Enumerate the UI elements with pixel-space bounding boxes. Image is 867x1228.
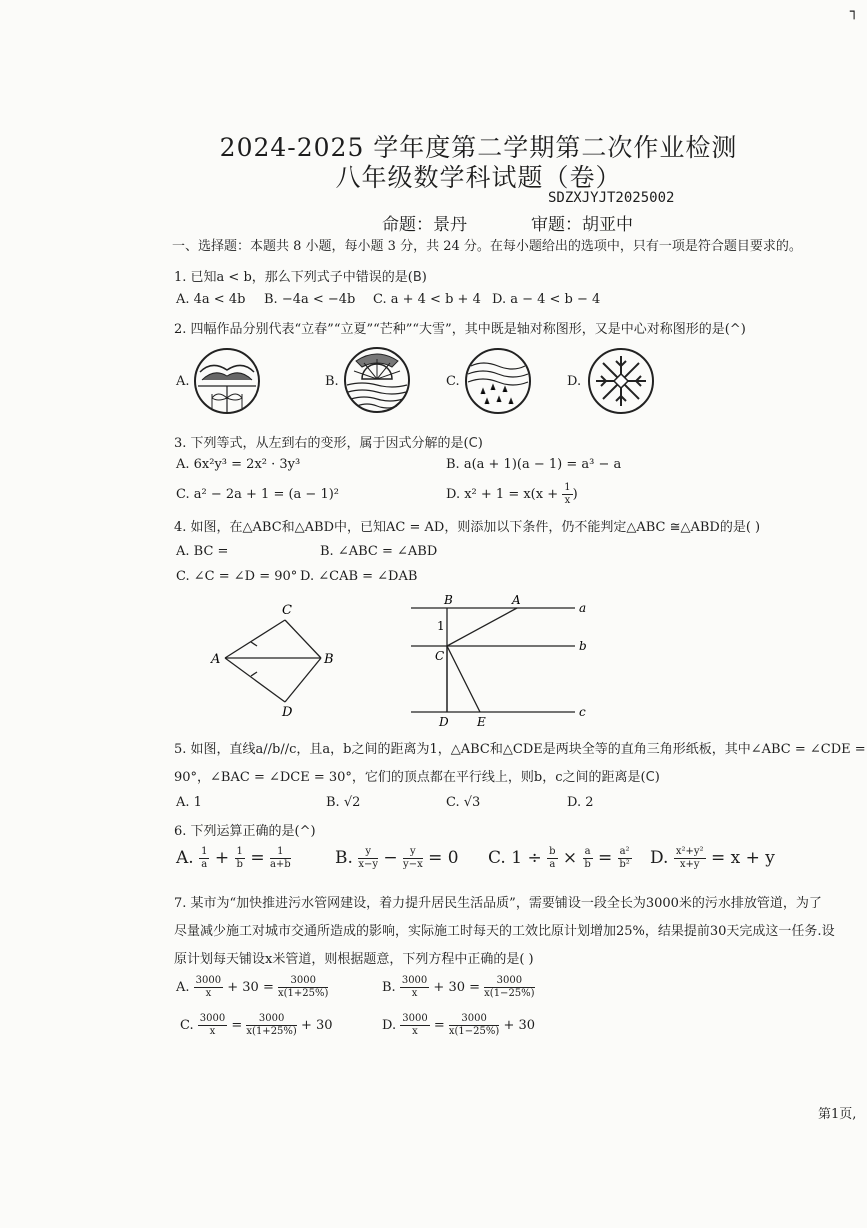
q7-line2: 尽量减少施工对城市交通所造成的影响，实际施工时每天的工效比原计划增加25%，结果提前30天完成这一任务.设	[174, 924, 835, 939]
corner-mark: ┐	[850, 4, 859, 20]
q1-close: )	[421, 270, 427, 285]
snow-artwork-image	[586, 346, 656, 416]
frac	[278, 975, 328, 1000]
frac-den: a+b	[269, 859, 291, 870]
spring-artwork-image	[192, 346, 262, 416]
op: −	[383, 848, 398, 868]
section-heading: 一、选择题：本题共 8 小题，每小题 3 分，共 24 分。在每小题给出的选项中，只有一项是符合题目要求的。	[172, 239, 802, 254]
frac-den: x(1−25%)	[448, 1026, 500, 1037]
frac-num: 3000	[199, 1013, 226, 1024]
op: = 0	[428, 848, 459, 868]
label-d-point: D	[439, 715, 449, 729]
q5-close: )	[654, 770, 660, 785]
frac	[246, 1013, 296, 1038]
q3-option-a: A. 6x²y³ = 2x² · 3y³	[176, 457, 301, 472]
frac-num: a	[584, 846, 591, 857]
page-number: 第1页,	[818, 1107, 857, 1122]
frac-num: 1	[236, 846, 243, 857]
q7-line3: 原计划每天铺设x米管道，则根据题意，下列方程中正确的是( )	[174, 952, 534, 967]
frac-den: x	[564, 495, 571, 506]
q5-option-b: B. √2	[326, 795, 361, 810]
frac	[547, 846, 557, 871]
frac-num: 1	[270, 846, 291, 859]
frac-den: b	[236, 859, 243, 870]
label-b-point: B	[444, 593, 453, 607]
q5-option-a: A. 1	[176, 795, 202, 810]
frac	[270, 846, 291, 871]
opt-label: A.	[176, 848, 194, 868]
opt-label: C.	[180, 1018, 194, 1033]
op: ×	[562, 848, 578, 868]
frac	[194, 975, 223, 1000]
frac-num: 3000	[402, 1013, 428, 1024]
frac-den: b²	[619, 859, 630, 870]
frac-den: y−x	[403, 859, 423, 870]
q4-option-b: B. ∠ABC = ∠ABD	[320, 544, 438, 559]
label-a: A	[211, 652, 221, 667]
frac-den: b	[584, 859, 591, 870]
frac-den: x+y	[679, 859, 700, 870]
q1-option-d: D. a − 4 < b − 4	[492, 292, 601, 307]
q1-answer: B	[412, 270, 422, 285]
frac	[484, 975, 534, 1000]
q5-line2-text: 90°，∠BAC = ∠DCE = 30°，它们的顶点都在平行线上，则b，c之间的距离是(	[174, 770, 646, 785]
op: + 30	[300, 1018, 333, 1033]
q2-label-d: D.	[567, 374, 582, 389]
authors-line	[382, 210, 697, 235]
reviewer: 审题：胡亚中	[531, 215, 633, 235]
q6-stem-text: 6. 下列运算正确的是(	[174, 824, 300, 839]
q7-option-c	[180, 1013, 333, 1038]
opt-label: B.	[335, 848, 353, 868]
label-e-point: E	[477, 715, 486, 729]
frac-den: x(1−25%)	[484, 988, 535, 999]
frac-num: 3000	[449, 1013, 499, 1026]
frac-num: y	[403, 846, 423, 859]
frac	[449, 1013, 499, 1038]
op: + 30 =	[227, 980, 274, 995]
q3-close: )	[477, 436, 483, 451]
q2-label-b: B.	[325, 374, 339, 389]
q1-stem-text: 1. 已知a < b，那么下列式子中错误的是(	[174, 270, 413, 285]
frac-den: x	[411, 988, 418, 999]
q5-figure	[405, 590, 605, 730]
frac-den: x(1+25%)	[246, 1026, 297, 1037]
frac-num: 3000	[401, 975, 428, 986]
q3-option-b: B. a(a + 1)(a − 1) = a³ − a	[446, 457, 622, 472]
opt-label: D.	[650, 848, 669, 868]
exam-title: 2024-2025 学年度第二学期第二次作业检测	[219, 133, 738, 162]
frac-num: b	[549, 846, 556, 857]
q1-option-a: A. 4a < 4b	[176, 292, 246, 307]
q2-stem	[174, 318, 746, 337]
q5-line2	[174, 766, 660, 785]
q3-option-d-close: )	[572, 487, 578, 502]
frac	[198, 1013, 227, 1038]
op: +	[214, 848, 230, 868]
q6-option-b	[335, 846, 459, 871]
q6-option-a	[176, 846, 291, 871]
frac-num: 1	[201, 846, 208, 857]
q3-stem-text: 3. 下列等式，从左到右的变形，属于因式分解的是(	[174, 436, 469, 451]
q3-answer: C	[468, 436, 478, 451]
q1-option-b: B. −4a < −4b	[264, 292, 356, 307]
op: =	[231, 1018, 243, 1033]
q3-stem	[174, 432, 483, 451]
op: + 30 =	[433, 980, 481, 995]
label-line-a: a	[579, 601, 587, 615]
opt-label: A.	[176, 980, 190, 995]
q5-line1: 5. 如图，直线a//b//c，且a，b之间的距离为1，△ABC和△CDE是两块全等的直角三角形纸板，其中∠ABC = ∠CDE =	[174, 742, 866, 757]
q7-line1: 7. 某市为“加快推进污水管网建设，着力提升居民生活品质”，需要铺设一段全长为3000米的污水排放管道，为了	[174, 896, 822, 911]
exam-code: SDZXJYJT2025002	[548, 190, 675, 206]
q1-option-c: C. a + 4 < b + 4	[373, 292, 481, 307]
q2-label-c: C.	[446, 374, 460, 389]
frac-den: x	[205, 988, 212, 999]
q3-option-d-text: D. x² + 1 = x(x +	[446, 487, 563, 502]
frac-num: 1	[564, 482, 571, 493]
q5-option-c: C. √3	[446, 795, 481, 810]
frac-den: x	[412, 1026, 418, 1037]
label-distance: 1	[437, 619, 445, 633]
frac	[235, 846, 245, 871]
op: + 30	[503, 1018, 536, 1033]
label-c: C	[282, 603, 292, 618]
op: =	[250, 848, 265, 868]
q6-close: )	[310, 824, 316, 839]
frac-num: 3000	[278, 975, 328, 988]
label-a-point: A	[512, 593, 521, 607]
frac-num: y	[358, 846, 378, 859]
op: =	[433, 1018, 445, 1033]
label-line-b: b	[579, 639, 587, 653]
op: = x + y	[710, 848, 775, 868]
q5-option-d: D. 2	[567, 795, 594, 810]
author: 命题：景丹	[382, 215, 467, 235]
q6-answer: ^	[299, 824, 311, 839]
q2-stem-text: 2. 四幅作品分别代表“立春”“立夏”“芒种”“大雪”，其中既是轴对称图形，又是中心对称图形的是(	[174, 322, 730, 337]
frac	[199, 846, 209, 871]
label-d: D	[282, 705, 293, 720]
frac-den: a	[549, 859, 556, 870]
frac-den: a	[201, 859, 208, 870]
q4-option-d: D. ∠CAB = ∠DAB	[300, 569, 418, 584]
opt-label: D.	[382, 1018, 397, 1033]
q2-close: )	[740, 322, 746, 337]
frac	[674, 846, 706, 871]
q3-option-d	[446, 482, 578, 507]
op: =	[597, 848, 613, 868]
q7-option-d	[382, 1013, 535, 1038]
q6-option-c	[488, 846, 632, 871]
frac-den: x−y	[358, 859, 378, 870]
q7-option-a	[176, 975, 328, 1000]
frac	[358, 846, 378, 871]
frac-num: 3000	[195, 975, 222, 986]
frac	[583, 846, 593, 871]
frac-num: 3000	[246, 1013, 296, 1026]
q2-label-a: A.	[176, 374, 190, 389]
frac	[400, 975, 429, 1000]
frac	[400, 1013, 429, 1038]
q6-option-d	[650, 846, 775, 871]
grain-artwork-image	[463, 346, 533, 416]
frac	[618, 846, 632, 871]
q6-stem	[174, 820, 316, 839]
q3-option-c: C. a² − 2a + 1 = (a − 1)²	[176, 487, 340, 502]
label-b: B	[324, 652, 334, 667]
frac-den: x(1+25%)	[278, 988, 329, 999]
q4-option-a: A. BC =	[176, 544, 229, 559]
op: 1 ÷	[511, 848, 542, 868]
frac-den: x	[209, 1026, 216, 1037]
q4-option-c: C. ∠C = ∠D = 90°	[176, 569, 298, 584]
q2-answer: ^	[729, 322, 741, 337]
q3-option-d-frac	[562, 482, 572, 507]
frac-num: a²	[619, 846, 630, 857]
frac-num: x²+y²	[675, 846, 704, 857]
opt-label: C.	[488, 848, 506, 868]
summer-artwork-image	[342, 345, 412, 415]
q4-figure	[205, 598, 345, 723]
q4-stem: 4. 如图，在△ABC和△ABD中，已知AC = AD，则添加以下条件，仍不能判定△ABC ≅△ABD的是( )	[174, 520, 761, 535]
q1-stem	[174, 266, 427, 285]
q7-option-b	[382, 975, 535, 1000]
frac	[403, 846, 423, 871]
q5-answer: C	[645, 770, 655, 785]
label-c-point: C	[435, 649, 445, 663]
exam-subtitle: 八年级数学科试题（卷）	[335, 163, 622, 192]
frac-num: 3000	[484, 975, 534, 988]
opt-label: B.	[382, 980, 396, 995]
label-line-c: c	[579, 705, 586, 719]
